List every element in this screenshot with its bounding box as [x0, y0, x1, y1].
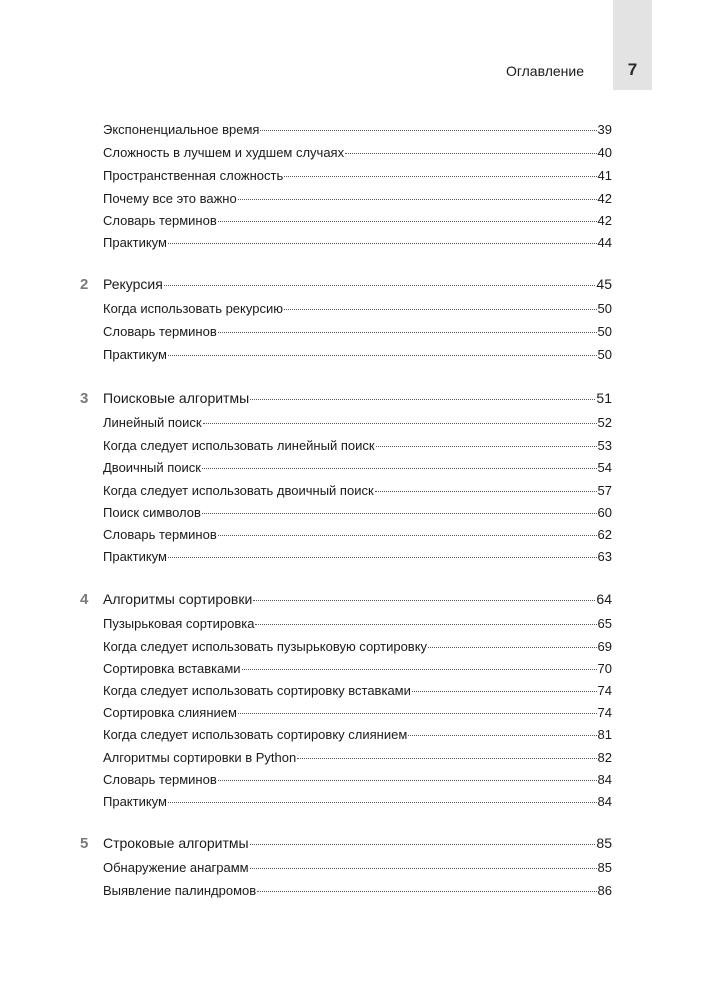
- toc-page-number: 74: [597, 683, 612, 698]
- dot-leader: [284, 309, 597, 310]
- toc-page-number: 81: [597, 727, 612, 742]
- entry-title: Экспоненциальное время: [103, 122, 260, 137]
- toc-page-number: 69: [597, 639, 612, 654]
- dot-leader: [345, 153, 596, 154]
- dot-leader: [260, 130, 596, 131]
- toc-page-number: 62: [597, 527, 612, 542]
- toc-page-number: 84: [597, 794, 612, 809]
- dot-leader: [218, 780, 597, 781]
- entry-title: Практикум: [103, 347, 167, 362]
- dot-leader: [202, 468, 597, 469]
- entry-title: Словарь терминов: [103, 213, 217, 228]
- toc-entry-row: [103, 300, 612, 318]
- entry-title: Словарь терминов: [103, 772, 217, 787]
- toc-entry-row: [103, 749, 612, 767]
- entry-title: Двоичный поиск: [103, 460, 201, 475]
- chapter-title: Строковые алгоритмы: [103, 835, 249, 851]
- entry-title: Поиск символов: [103, 505, 201, 520]
- toc-page-number: 85: [597, 860, 612, 875]
- entry-title: Сортировка вставками: [103, 661, 241, 676]
- dot-leader: [250, 868, 597, 869]
- toc-entry-row: [103, 504, 612, 522]
- toc-page-number: 74: [597, 705, 612, 720]
- toc-page-number: 42: [597, 191, 612, 206]
- chapter-number: 3: [80, 390, 89, 407]
- chapter-title: Поисковые алгоритмы: [103, 390, 250, 406]
- dot-leader: [428, 647, 596, 648]
- dot-leader: [284, 176, 596, 177]
- toc-entry-row: [103, 144, 612, 162]
- toc-entry-row: [103, 482, 612, 500]
- chapter-number: 4: [80, 591, 89, 608]
- dot-leader: [202, 513, 597, 514]
- toc-entry-row: [103, 704, 612, 722]
- toc-entry-row: [103, 682, 612, 700]
- toc-page-number: 64: [596, 591, 612, 607]
- chapter-number: 5: [80, 835, 89, 852]
- toc-page-number: 50: [597, 347, 612, 362]
- toc-entry-row: [103, 414, 612, 432]
- dot-leader: [412, 691, 597, 692]
- toc-entry-row: [103, 121, 612, 139]
- toc-entry-row: [103, 771, 612, 789]
- toc-page-number: 85: [596, 835, 612, 851]
- toc-page-number: 53: [597, 438, 612, 453]
- dot-leader: [255, 624, 596, 625]
- entry-title: Практикум: [103, 794, 167, 809]
- toc-entry-row: [103, 459, 612, 477]
- toc-entry-row: [103, 234, 612, 252]
- entry-title: Пузырьковая сортировка: [103, 616, 255, 631]
- dot-leader: [218, 535, 597, 536]
- toc-entry-row: [103, 615, 612, 633]
- toc-page-number: 84: [597, 772, 612, 787]
- toc-page-number: 50: [597, 324, 612, 339]
- dot-leader: [250, 399, 595, 400]
- toc-page-number: 50: [597, 301, 612, 316]
- entry-title: Линейный поиск: [103, 415, 202, 430]
- toc-entry-row: [103, 548, 612, 566]
- dot-leader: [238, 713, 597, 714]
- dot-leader: [218, 332, 597, 333]
- toc-entry-row: [103, 346, 612, 364]
- entry-title: Когда следует использовать линейный поиск: [103, 438, 375, 453]
- toc-page-number: 40: [597, 145, 612, 160]
- entry-title: Когда использовать рекурсию: [103, 301, 283, 316]
- running-header-title: Оглавление: [505, 63, 584, 79]
- dot-leader: [257, 891, 596, 892]
- toc-page-number: 44: [597, 235, 612, 250]
- entry-title: Алгоритмы сортировки в Python: [103, 750, 297, 765]
- dot-leader: [376, 446, 597, 447]
- toc-entry-row: [103, 882, 612, 900]
- toc-entry-row: [103, 726, 612, 744]
- entry-title: Когда следует использовать пузырьковую сортировку: [103, 639, 428, 654]
- toc-entry-row: [103, 638, 612, 656]
- toc-entry-row: [103, 660, 612, 678]
- entry-title: Сложность в лучшем и худшем случаях: [103, 145, 345, 160]
- dot-leader: [168, 557, 597, 558]
- entry-title: Пространственная сложность: [103, 168, 284, 183]
- toc-page-number: 52: [597, 415, 612, 430]
- entry-title: Практикум: [103, 235, 167, 250]
- entry-title: Когда следует использовать двоичный поиск: [103, 483, 374, 498]
- toc-page-number: 63: [597, 549, 612, 564]
- dot-leader: [408, 735, 596, 736]
- dot-leader: [238, 199, 597, 200]
- dot-leader: [250, 844, 596, 845]
- toc-chapter-row: [80, 590, 612, 608]
- toc-page-number: 57: [597, 483, 612, 498]
- dot-leader: [164, 285, 596, 286]
- dot-leader: [297, 758, 596, 759]
- toc-entry-row: [103, 793, 612, 811]
- toc-chapter-row: [80, 275, 612, 293]
- toc-page-number: 70: [597, 661, 612, 676]
- toc-chapter-row: [80, 834, 612, 852]
- dot-leader: [203, 423, 597, 424]
- toc-entry-row: [103, 212, 612, 230]
- toc-entry-row: [103, 437, 612, 455]
- dot-leader: [253, 600, 595, 601]
- toc-page-number: 65: [597, 616, 612, 631]
- entry-title: Словарь терминов: [103, 527, 217, 542]
- entry-title: Почему все это важно: [103, 191, 237, 206]
- entry-title: Выявление палиндромов: [103, 883, 257, 898]
- toc-entry-row: [103, 526, 612, 544]
- toc-page-number: 82: [597, 750, 612, 765]
- toc-page-number: 42: [597, 213, 612, 228]
- entry-title: Обнаружение анаграмм: [103, 860, 249, 875]
- toc-page-number: 54: [597, 460, 612, 475]
- entry-title: Когда следует использовать сортировку слиянием: [103, 727, 408, 742]
- chapter-number: 2: [80, 276, 89, 293]
- entry-title: Словарь терминов: [103, 324, 217, 339]
- toc-page-number: 45: [596, 276, 612, 292]
- toc-chapter-row: [80, 389, 612, 407]
- dot-leader: [375, 491, 597, 492]
- toc-entry-row: [103, 190, 612, 208]
- entry-title: Сортировка слиянием: [103, 705, 237, 720]
- toc-page-number: 39: [597, 122, 612, 137]
- toc-entry-row: [103, 167, 612, 185]
- toc-entry-row: [103, 859, 612, 877]
- chapter-title: Рекурсия: [103, 276, 163, 292]
- dot-leader: [218, 221, 597, 222]
- entry-title: Когда следует использовать сортировку вставками: [103, 683, 411, 698]
- toc-entry-row: [103, 323, 612, 341]
- chapter-title: Алгоритмы сортировки: [103, 591, 253, 607]
- dot-leader: [168, 802, 597, 803]
- toc-page-number: 41: [597, 168, 612, 183]
- page-number: 7: [627, 60, 638, 79]
- toc-page-number: 60: [597, 505, 612, 520]
- entry-title: Практикум: [103, 549, 167, 564]
- dot-leader: [242, 669, 597, 670]
- toc-page-number: 86: [597, 883, 612, 898]
- dot-leader: [168, 355, 597, 356]
- toc-page-number: 51: [596, 390, 612, 406]
- dot-leader: [168, 243, 597, 244]
